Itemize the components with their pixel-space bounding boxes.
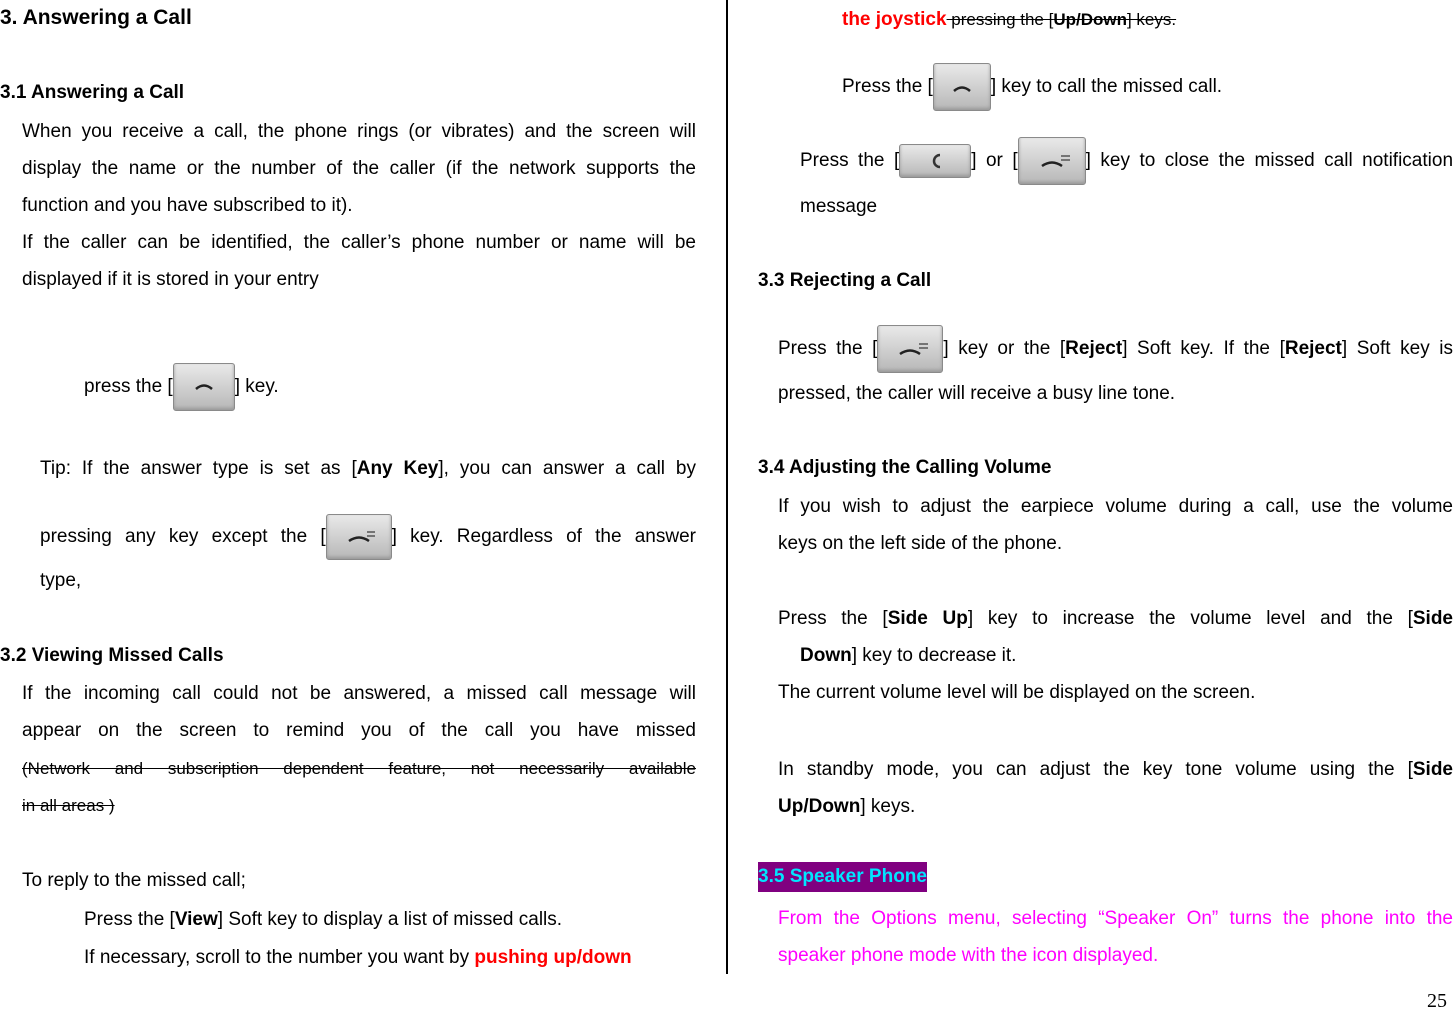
b2-red-text: pushing up/down bbox=[474, 947, 632, 968]
joystick-continuation bbox=[842, 8, 1176, 32]
b3-text-b: ] key to call the missed call. bbox=[990, 76, 1223, 97]
s34-line-2: keys on the left side of the phone. bbox=[778, 533, 1063, 554]
reject-label-2: Reject bbox=[1284, 338, 1342, 359]
b2-text-a: If necessary, scroll to the number you want by bbox=[84, 947, 475, 968]
s33-text-b: ] key or the [ bbox=[943, 338, 1066, 359]
cont-strike-a: pressing the [ bbox=[946, 10, 1054, 29]
up-down-label: Up/Down bbox=[778, 796, 861, 817]
section-3-5-heading bbox=[758, 862, 927, 892]
s34-current-level: The current volume level will be displayed on the screen. bbox=[778, 682, 1256, 703]
side-up-label: Side Up bbox=[887, 608, 968, 629]
tip-line-3: type, bbox=[40, 570, 82, 591]
s32-line-1: If the incoming call could not be answered, a missed call message will bbox=[22, 683, 696, 704]
s31-line-3: function and you have subscribed to it). bbox=[22, 195, 353, 216]
s35-line-2: speaker phone mode with the icon displayed. bbox=[778, 945, 1159, 966]
tip1-bold: Any Key bbox=[356, 458, 439, 479]
end-key-icon bbox=[877, 325, 943, 373]
end-key-icon bbox=[1018, 137, 1086, 185]
s32-line-4: in all areas ) bbox=[22, 796, 115, 815]
s34-press-line bbox=[778, 600, 1453, 637]
s31-step bbox=[84, 350, 279, 400]
s32-line-3: (Network and subscription dependent feature, not necessarily available bbox=[22, 759, 696, 778]
cont-red-text: the joystick bbox=[842, 9, 947, 30]
step-text-pre: press the [ bbox=[84, 376, 173, 397]
s31-line-5: displayed if it is stored in your entry bbox=[22, 269, 319, 290]
speaker-phone-heading: 3.5 Speaker Phone bbox=[758, 862, 927, 892]
missed-step-3 bbox=[842, 50, 1222, 98]
s35-line-1: From the Options menu, selecting “Speaker On” turns the phone into the bbox=[778, 908, 1453, 929]
reject-label-1: Reject bbox=[1065, 338, 1123, 359]
tip-line-2 bbox=[40, 500, 696, 550]
section-3-4-heading: 3.4 Adjusting the Calling Volume bbox=[758, 457, 1052, 478]
section-3-1-heading: 3.1 Answering a Call bbox=[0, 82, 185, 103]
cont-strike-b: ] keys. bbox=[1126, 10, 1177, 29]
b1-text-b: ] Soft key to display a list of missed calls. bbox=[217, 909, 563, 930]
s31-line-4: If the caller can be identified, the caller’s phone number or name will be bbox=[22, 232, 696, 253]
standby2-text: ] keys. bbox=[860, 796, 916, 817]
missed-step-2 bbox=[84, 939, 696, 976]
close-text-a: Press the [ bbox=[800, 150, 900, 171]
close-notification-line bbox=[800, 124, 1453, 174]
send-key-icon bbox=[933, 63, 991, 111]
chapter-title: 3. Answering a Call bbox=[0, 6, 192, 29]
tip2-text-a: pressing any key except the [ bbox=[40, 526, 326, 547]
down-label: Down bbox=[800, 645, 852, 666]
s34-standby-line bbox=[778, 751, 1453, 788]
reply-intro: To reply to the missed call; bbox=[22, 870, 246, 891]
s34-press-line-2 bbox=[800, 637, 1016, 674]
s33-line-2: pressed, the caller will receive a busy line tone. bbox=[778, 383, 1176, 404]
s34-standby-line-2 bbox=[778, 788, 915, 825]
end-key-icon bbox=[326, 514, 392, 560]
step-text-post: ] key. bbox=[234, 376, 279, 397]
section-3-3-heading: 3.3 Rejecting a Call bbox=[758, 270, 932, 291]
press2-text: ] key to decrease it. bbox=[851, 645, 1017, 666]
tip1-text-b: ], you can answer a call by bbox=[438, 458, 696, 479]
side-label: Side bbox=[1412, 608, 1453, 629]
close-text-b: ] key to close the missed call notification bbox=[1085, 150, 1453, 171]
s31-line-1: When you receive a call, the phone rings (or vibrates) and the screen will bbox=[22, 121, 696, 142]
s31-line-2: display the name or the number of the caller (if the network supports the bbox=[22, 158, 696, 179]
s33-text-a: Press the [ bbox=[778, 338, 878, 359]
tip2-text-b: ] key. Regardless of the answer bbox=[391, 526, 696, 547]
standby-side-label: Side bbox=[1412, 759, 1453, 780]
cont-strike-bold: Up/Down bbox=[1053, 10, 1127, 29]
s33-text-d: ] Soft key is bbox=[1341, 338, 1453, 359]
b3-text-a: Press the [ bbox=[842, 76, 933, 97]
press-text-a: Press the [ bbox=[778, 608, 888, 629]
view-key-label: View bbox=[174, 909, 218, 930]
column-divider bbox=[726, 0, 728, 974]
s32-line-2: appear on the screen to remind you of the call you have missed bbox=[22, 720, 696, 741]
s33-text-c: ] Soft key. If the [ bbox=[1122, 338, 1285, 359]
page-number: 25 bbox=[1427, 990, 1447, 1012]
clear-key-icon bbox=[899, 144, 971, 178]
missed-step-1 bbox=[84, 901, 562, 938]
tip1-text-a: Tip: If the answer type is set as [ bbox=[40, 458, 357, 479]
b1-text-a: Press the [ bbox=[84, 909, 175, 930]
press-text-b: ] key to increase the volume level and the [ bbox=[967, 608, 1413, 629]
close-or: ] or [ bbox=[971, 150, 1018, 171]
s34-line-1: If you wish to adjust the earpiece volume during a call, use the volume bbox=[778, 496, 1453, 517]
tip-line-1 bbox=[40, 454, 696, 484]
s33-line-1 bbox=[778, 312, 1453, 362]
close-text-c: message bbox=[800, 196, 878, 217]
standby-text-a: In standby mode, you can adjust the key tone volume using the [ bbox=[778, 759, 1413, 780]
section-3-2-heading: 3.2 Viewing Missed Calls bbox=[0, 645, 224, 666]
send-key-icon bbox=[173, 363, 235, 411]
